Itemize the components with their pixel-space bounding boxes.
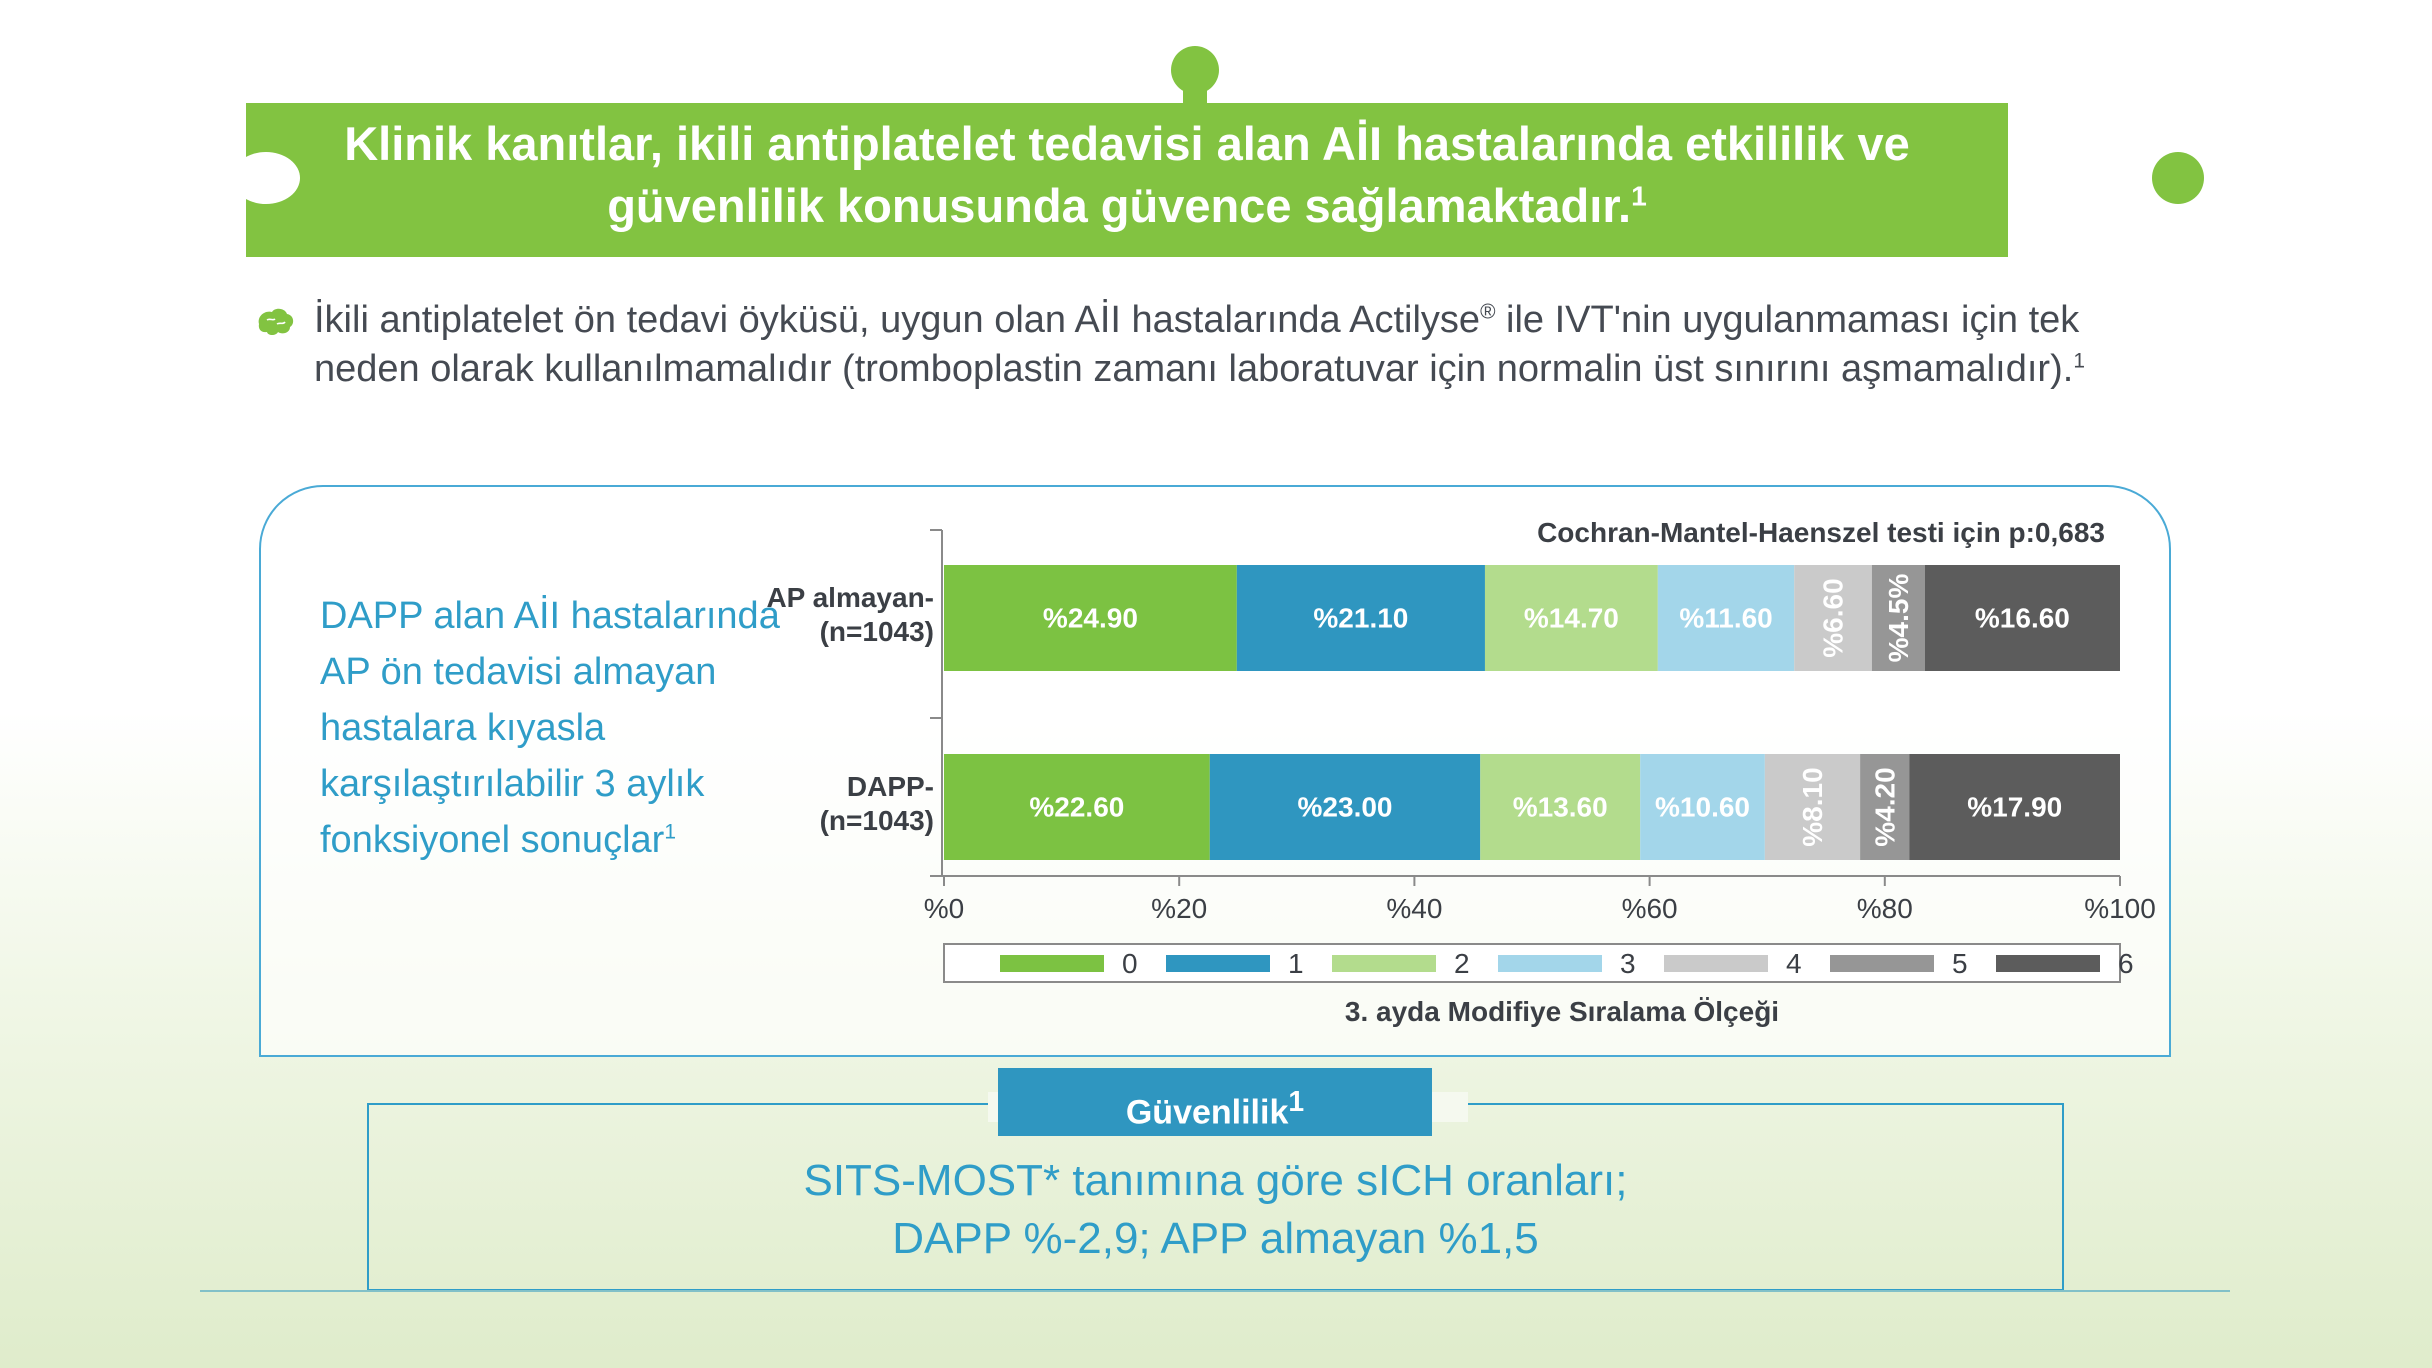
safety-line1: SITS-MOST* tanımına göre sICH oranları; [803, 1156, 1628, 1205]
legend-swatch [1996, 955, 2100, 972]
row-label: AP almayan- [766, 582, 934, 613]
data-label: %10.60 [1655, 791, 1751, 823]
bottom-rule [200, 1290, 2230, 1292]
data-label: %6.60 [1817, 578, 1849, 658]
x-tick-label: %60 [1621, 893, 1678, 924]
side-summary: DAPP alan AİI hastalarında AP ön tedavisi almayan hastalara kıyasla karşılaştırılabilir 3 aylık fonksiyonel sonuçlar [320, 595, 780, 861]
legend-label: 5 [1952, 948, 1968, 979]
data-label: %22.60 [1029, 791, 1125, 823]
safety-line2: DAPP %-2,9; APP almayan %1,5 [892, 1214, 1539, 1263]
side-footnote: 1 [664, 820, 676, 844]
legend-swatch [1498, 955, 1602, 972]
row-sublabel: (n=1043) [819, 805, 934, 836]
x-tick-label: %100 [2084, 893, 2156, 924]
legend-label: 0 [1122, 948, 1138, 979]
safety-title-footnote: 1 [1288, 1086, 1305, 1118]
safety-title-text: Güvenlilik [1125, 1093, 1289, 1132]
data-label: %11.60 [1679, 602, 1773, 634]
data-label: %4.5% [1882, 573, 1914, 663]
legend-swatch [1000, 955, 1104, 972]
legend-swatch [1830, 955, 1934, 972]
legend-swatch [1332, 955, 1436, 972]
chart-annotation: Cochran-Mantel-Haenszel testi için p:0,683 [1537, 517, 2105, 548]
registered-mark: ® [1480, 300, 1496, 324]
legend-swatch [1166, 955, 1270, 972]
row-sublabel: (n=1043) [819, 616, 934, 647]
legend-label: 2 [1454, 948, 1470, 979]
x-tick-label: %40 [1386, 893, 1443, 924]
data-label: %14.70 [1523, 602, 1619, 634]
x-axis-title: 3. ayda Modifiye Sıralama Ölçeği [1344, 996, 1780, 1027]
x-tick-label: %20 [1151, 893, 1208, 924]
legend-label: 3 [1620, 948, 1636, 979]
data-label: %4.20 [1869, 767, 1901, 847]
data-label: %8.10 [1796, 767, 1828, 847]
legend-label: 1 [1288, 948, 1304, 979]
data-label: %24.90 [1042, 602, 1138, 634]
data-label: %13.60 [1512, 791, 1608, 823]
bullet-footnote: 1 [2073, 349, 2085, 373]
safety-text [367, 1152, 2064, 1268]
legend-swatch [1664, 955, 1768, 972]
legend-label: 6 [2118, 948, 2134, 979]
legend-label: 4 [1786, 948, 1802, 979]
headline-footnote: 1 [1631, 179, 1647, 212]
x-tick-label: %80 [1856, 893, 1913, 924]
data-label: %17.90 [1967, 791, 2063, 823]
data-label: %21.10 [1313, 602, 1409, 634]
data-label: %16.60 [1974, 602, 2070, 634]
headline-line1: Klinik kanıtlar, ikili antiplatelet tedavisi alan AİI hastalarında etkililik ve [344, 117, 1910, 170]
safety-title [998, 1068, 1432, 1136]
data-label: %23.00 [1297, 791, 1393, 823]
x-tick-label: %0 [923, 893, 965, 924]
bullet-text-part2: ile IVT'nin uygulanmaması için tek neden olarak kullanılmamalıdır (tromboplastin zamanı laboratuvar için normalin üst sınırını aşmamalıdır). [314, 299, 2080, 390]
row-label: DAPP- [846, 771, 934, 802]
headline-line2: güvenlilik konusunda güvence sağlamaktadır. [607, 179, 1632, 232]
bullet-text-part1: İkili antiplatelet ön tedavi öyküsü, uygun olan AİI hastalarında Actilyse [314, 299, 1481, 341]
